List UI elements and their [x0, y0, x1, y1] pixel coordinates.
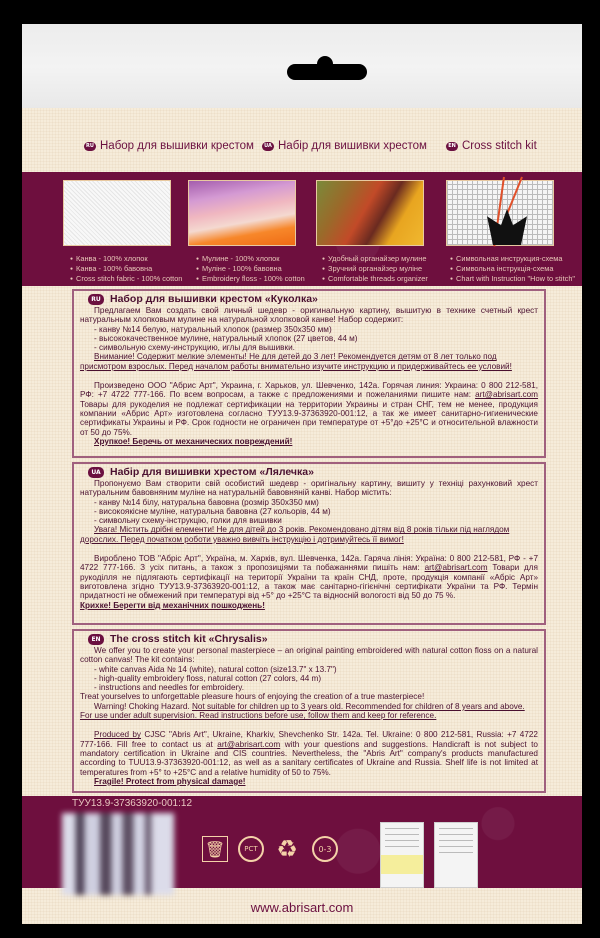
- kit-item: - высококачественное мулине, натуральный хлопок (27 цветов, 44 м): [94, 333, 358, 343]
- website-url[interactable]: www.abrisart.com: [250, 900, 354, 915]
- kit-item: - символьну схему-інструкцію, голки для вишивки: [94, 516, 282, 526]
- feature-line: ● Chart with Instruction "How to stitch": [450, 274, 575, 284]
- rst-certification-icon: РСТ: [238, 836, 264, 862]
- floss-photo: [188, 180, 296, 246]
- certificate-ukraine: [380, 822, 424, 888]
- title-ru-text: Набор для вышивки крестом: [100, 140, 254, 152]
- feature-line: ● Муліне - 100% бавовна: [196, 264, 305, 274]
- title-en-text: Cross stitch kit: [462, 140, 537, 152]
- feature-line: ● Cross stitch fabric - 100% cotton: [70, 274, 182, 284]
- email-link[interactable]: art@abrisart.com: [217, 739, 281, 749]
- safety-warning: Увага! Містить дрібні елементи! Не для дітей до 3 років. Рекомендовано дітям від 8 років тільки під наглядом дорослих. Перед початком роботи уважно вивчіть інструкцію і дотримуйтесь її вимог!: [80, 525, 510, 544]
- section-ua-heading: [88, 467, 538, 478]
- section-ru: [72, 289, 546, 458]
- email-link[interactable]: art@abrisart.com: [424, 563, 488, 573]
- kit-item: - high-quality embroidery floss, natural cotton (27 colors, 44 m): [94, 673, 322, 683]
- section-ua: [72, 462, 546, 625]
- producer-text: Вироблено ТОВ "Абріс Арт", Україна, м. Харків, вул. Шевченка, 142а. Гаряча лінія: Україна: 0 800 212-581, РФ - +7 4722 777-166. З усіх питань, а також з пропозиціями та побажаннями пишіть нам:: [80, 554, 538, 573]
- standard-code: ТУУ13.9-37363920-001:12: [72, 798, 193, 809]
- safety-warning: [80, 702, 538, 721]
- feature-line: ● Канва - 100% хлопок: [70, 254, 182, 264]
- section-en-heading: [88, 634, 538, 645]
- title-en: [446, 140, 537, 152]
- producer-lead: Produced by: [94, 730, 142, 740]
- email-link[interactable]: art@abrisart.com: [475, 390, 538, 400]
- section-ru-heading: [88, 294, 538, 305]
- barcode: [62, 813, 174, 895]
- producer-info: [80, 554, 538, 600]
- certificate-russia: [434, 822, 478, 888]
- producer-info: [80, 730, 538, 776]
- title-ru: [84, 140, 254, 152]
- feature-line: ● Comfortable threads organizer: [322, 274, 428, 284]
- section-en: [72, 629, 546, 793]
- recycle-icon: ♻: [276, 835, 298, 863]
- producer-text: Товари для рукоділля не підлягають сертифікації на території України та країн СНД, проте, продукція компанії «Абріс Арт» виготовлена згідно ТУУ13.9-37363920-001:12, а також має санітарно-гігієнічні сертифікати України та РФ. Термін придатності не обмежений при температурі від +5° до +25°С та відносній вологості від 50 до 75 %.: [80, 563, 538, 601]
- kit-item: - white canvas Aida № 14 (white), natural cotton (size13.7" x 13.7"): [94, 664, 337, 674]
- trash-bin-icon: 🗑: [202, 836, 228, 862]
- hanger-strip: [22, 24, 582, 110]
- feature-line: ● Символьная инструкция-схема: [450, 254, 575, 264]
- title-ua-text: Набір для вишивки хрестом: [278, 140, 427, 152]
- section-ua-intro: Пропонуємо Вам створити свій особистий шедевр - оригінальну картину, вишиту у техніці рахунковий хрест натуральним бавовняним муліне на натуральній бавовняній канві. Набор містить:: [80, 479, 538, 498]
- lang-badge-en: EN: [446, 142, 458, 151]
- warning-text: Not suitable for children up to 3 years old. Recommended for children of 8 years and above. For use under adult supervision. Read instructions before use, follow them and keep for reference.: [80, 701, 525, 721]
- package-back: [22, 108, 582, 924]
- hang-hole: [287, 64, 367, 80]
- kit-item: - символьную схему-инструкцию, иглы для вышивки.: [94, 343, 295, 353]
- feature-line: ● Символьна інструкція-схема: [450, 264, 575, 274]
- feature-list-chart: [450, 254, 575, 284]
- warning-lead: Warning! Choking Hazard.: [94, 701, 190, 711]
- section-ru-intro: Предлагаем Вам создать свой личный шедевр - оригинальную картину, вышитую в технике счетный крест натуральным хлопковым мулине на натуральной хлопковой канве! Набор содержит:: [80, 306, 538, 325]
- kit-item: - instructions and needles for embroidery.: [94, 683, 245, 693]
- producer-text: with your questions and suggestions. Handicraft is not subject to mandatory certification in Ukraine and CIS countries. Nevertheless, the "Abris Art" company's products manufactured according to TUU13.9-37363920-001:12, as well as a sanitary certificates of Ukraine and Russia. Shelf life is not limited at temperatures from +5° to +25°C and a relative humidity of 50 to 75%.: [80, 739, 538, 777]
- section-en-intro: We offer you to create your personal masterpiece – an original painting embroidered with natural cotton floss on a natural cotton canvas! The kit contains:: [80, 646, 538, 665]
- lang-badge-en: EN: [88, 634, 104, 645]
- organizer-photo: [316, 180, 424, 246]
- feature-line: ● Удобный органайзер мулине: [322, 254, 428, 264]
- kit-item: - канву №14 білу, натуральна бавовна (розмір 350х350 мм): [94, 497, 319, 507]
- canvas-photo: [63, 180, 171, 246]
- feature-list-floss: [196, 254, 305, 284]
- safety-warning: Внимание! Содержит мелкие элементы! Не для детей до 3 лет! Рекомендуется детям от 8 лет только под присмотром взрослых. Перед началом работы внимательно изучите инструкцию и придерживайтесь ее условий!: [80, 352, 512, 371]
- treat-text: Treat yourselves to unforgettable pleasure hours of enjoying the creation of a true masterpiece!: [80, 692, 425, 702]
- lang-badge-ru: RU: [84, 142, 96, 151]
- kit-item: - високоякісне муліне, натуральна бавовна (27 кольорів, 44 м): [94, 506, 331, 516]
- producer-text: Товары для рукоделия не подлежат сертификации на территории Украины и стран СНГ, тем не менее, продукция компании «Абрис Арт» изготовлена согласно ТУУ13.9-37363920-001:12, а так же имеет санитарно-гигиенические сертификаты Украины и РФ. Срок годности не ограничен при температуре от +5°до +25°С и относительной влажности от 50 до 75%.: [80, 399, 538, 437]
- lang-badge-ua: UA: [88, 467, 104, 478]
- section-ru-title: Набор для вышивки крестом «Куколка»: [110, 292, 318, 305]
- fragile-notice: Fragile! Protect from physical damage!: [94, 776, 246, 786]
- feature-line: ● Канва - 100% бавовна: [70, 264, 182, 274]
- language-titles: [22, 140, 582, 160]
- not-for-0-3-icon: 0-3: [312, 836, 338, 862]
- chart-star: [487, 209, 527, 245]
- producer-text: CJSC "Abris Art", Ukraine, Kharkiv, Shevchenko Str. 142a. Tel. Ukraine: 0 800 212-581, Russia: +7 4722 777-166. Fill free to contact us at: [80, 730, 538, 749]
- feature-list-canvas: [70, 254, 182, 284]
- lang-badge-ua: UA: [262, 142, 274, 151]
- feature-line: ● Зручний органайзер муліне: [322, 264, 428, 274]
- section-en-title: The cross stitch kit «Chrysalis»: [110, 632, 268, 645]
- chart-photo: [446, 180, 554, 246]
- section-ua-title: Набір для вишивки хрестом «Лялечка»: [110, 465, 314, 478]
- feature-line: ● Embroidery floss - 100% cotton: [196, 274, 305, 284]
- lang-badge-ru: RU: [88, 294, 104, 305]
- producer-info: [80, 381, 538, 437]
- fragile-notice: Хрупкое! Беречь от механических повреждений!: [94, 436, 293, 446]
- title-ua: [262, 140, 427, 152]
- kit-item: - канву №14 белую, натуральный хлопок (размер 350х350 мм): [94, 324, 332, 334]
- producer-text: Произведено ООО "Абрис Арт", Украина, г. Харьков, ул. Шевченко, 142а. Горячая линия: Украина: 0 800 212-581, РФ: +7 4722 777-166. По всем вопросам, а также с предложениями и пожеланиями пишите нам:: [80, 381, 538, 400]
- fragile-notice: Крихке! Берегти від механічних пошкоджень!: [80, 600, 265, 610]
- feature-list-organizer: [322, 254, 428, 284]
- feature-line: ● Мулине - 100% хлопок: [196, 254, 305, 264]
- features-band: [22, 172, 582, 286]
